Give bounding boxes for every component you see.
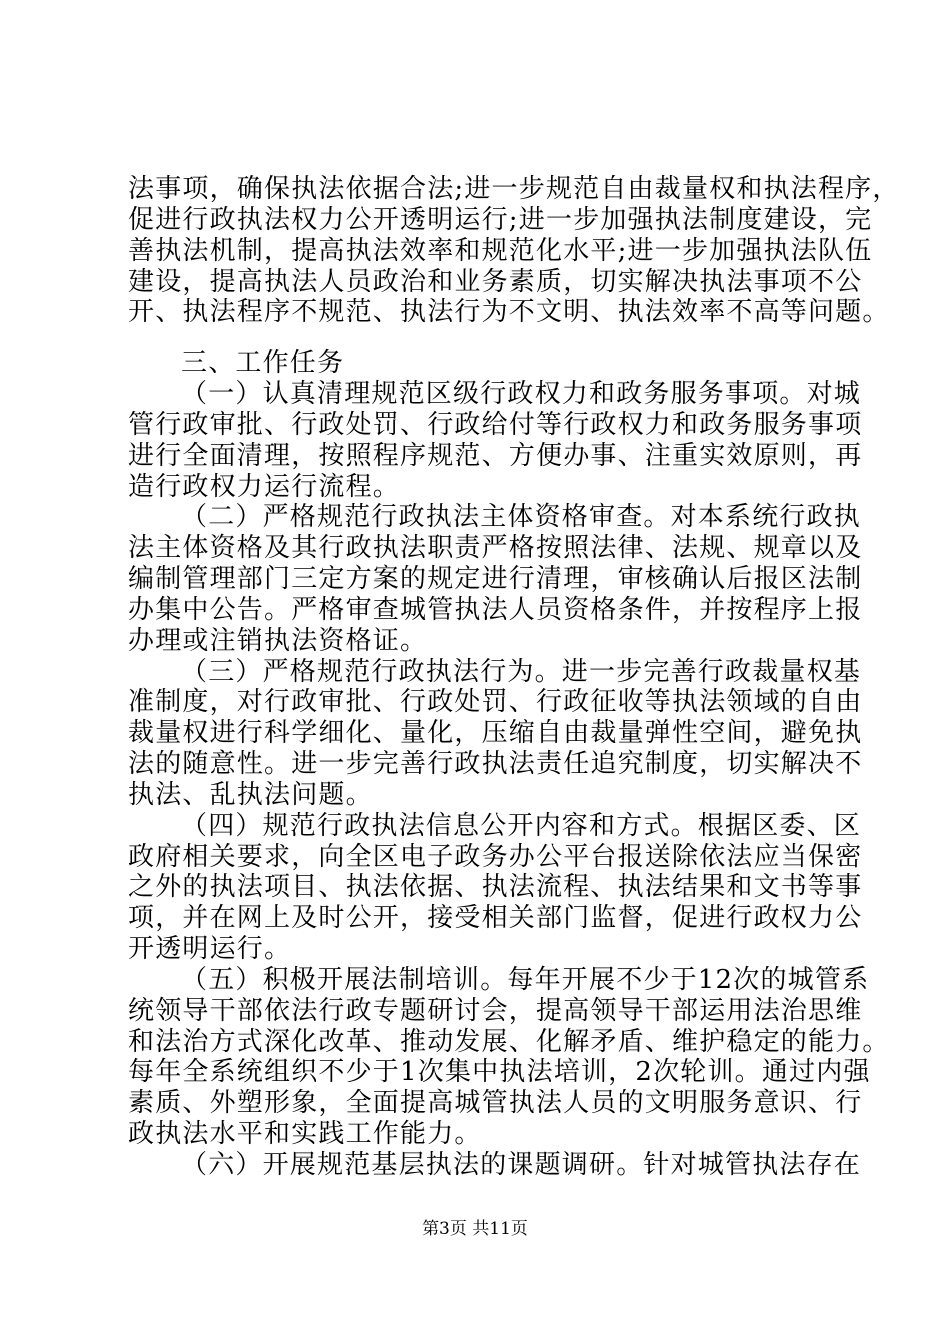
paragraph-line: 办理或注销执法资格证。 <box>128 626 428 656</box>
paragraph-line: 办集中公告。严格审查城管执法人员资格条件，并按程序上报 <box>128 595 863 625</box>
paragraph-line: 开透明运行。 <box>128 934 292 964</box>
paragraph-line: 建设，提高执法人员政治和业务素质，切实解决执法事项不公 <box>128 267 863 297</box>
paragraph-line: 造行政权力运行流程。 <box>128 472 401 502</box>
paragraph-line: 编制管理部门三定方案的规定进行清理，审核确认后报区法制 <box>128 564 863 594</box>
paragraph-line: 素质、外塑形象，全面提高城管执法人员的文明服务意识、行 <box>128 1088 863 1118</box>
paragraph-line: （一）认真清理规范区级行政权力和政务服务事项。对城 <box>181 379 862 409</box>
paragraph-line: 政府相关要求，向全区电子政务办公平台报送除依法应当保密 <box>128 842 863 872</box>
paragraph-line: 裁量权进行科学细化、量化，压缩自由裁量弹性空间，避免执 <box>128 718 863 748</box>
paragraph-line: 善执法机制，提高执法效率和规范化水平;进一步加强执法队伍 <box>128 236 873 266</box>
page-footer: 第3页 共11页 <box>422 1219 528 1239</box>
paragraph-line: 法事项，确保执法依据合法;进一步规范自由裁量权和执法程序， <box>128 174 900 204</box>
paragraph-line: 和法治方式深化改革、推动发展、化解矛盾、维护稳定的能力。 <box>128 1027 890 1057</box>
paragraph-line: 之外的执法项目、执法依据、执法流程、执法结果和文书等事 <box>128 872 863 902</box>
paragraph-line: 执法、乱执法问题。 <box>128 780 373 810</box>
paragraph-line: （六）开展规范基层执法的课题调研。针对城管执法存在 <box>181 1150 862 1180</box>
paragraph-line: 政执法水平和实践工作能力。 <box>128 1119 482 1149</box>
paragraph-line: 法主体资格及其行政执法职责严格按照法律、法规、规章以及 <box>128 533 863 563</box>
paragraph-line: 促进行政执法权力公开透明运行;进一步加强执法制度建设，完 <box>128 205 873 235</box>
paragraph-line: （四）规范行政执法信息公开内容和方式。根据区委、区 <box>181 811 862 841</box>
paragraph-line: （二）严格规范行政执法主体资格审查。对本系统行政执 <box>181 502 862 532</box>
paragraph-line: 准制度，对行政审批、行政处罚、行政征收等执法领域的自由 <box>128 687 863 717</box>
paragraph-line: 统领导干部依法行政专题研讨会，提高领导干部运用法治思维 <box>128 996 863 1026</box>
paragraph-line: 法的随意性。进一步完善行政执法责任追究制度，切实解决不 <box>128 749 863 779</box>
paragraph-line: 项，并在网上及时公开，接受相关部门监督，促进行政权力公 <box>128 903 863 933</box>
paragraph-line: 每年全系统组织不少于1次集中执法培训，2次轮训。通过内强 <box>128 1057 871 1087</box>
paragraph-line: 管行政审批、行政处罚、行政给付等行政权力和政务服务事项 <box>128 410 863 440</box>
paragraph-line: （五）积极开展法制培训。每年开展不少于12次的城管系 <box>181 965 870 995</box>
section-heading: 三、工作任务 <box>181 348 345 378</box>
paragraph-line: 开、执法程序不规范、执法行为不文明、执法效率不高等问题。 <box>128 297 890 327</box>
paragraph-line: 进行全面清理，按照程序规范、方便办事、注重实效原则，再 <box>128 441 863 471</box>
paragraph-line: （三）严格规范行政执法行为。进一步完善行政裁量权基 <box>181 657 862 687</box>
